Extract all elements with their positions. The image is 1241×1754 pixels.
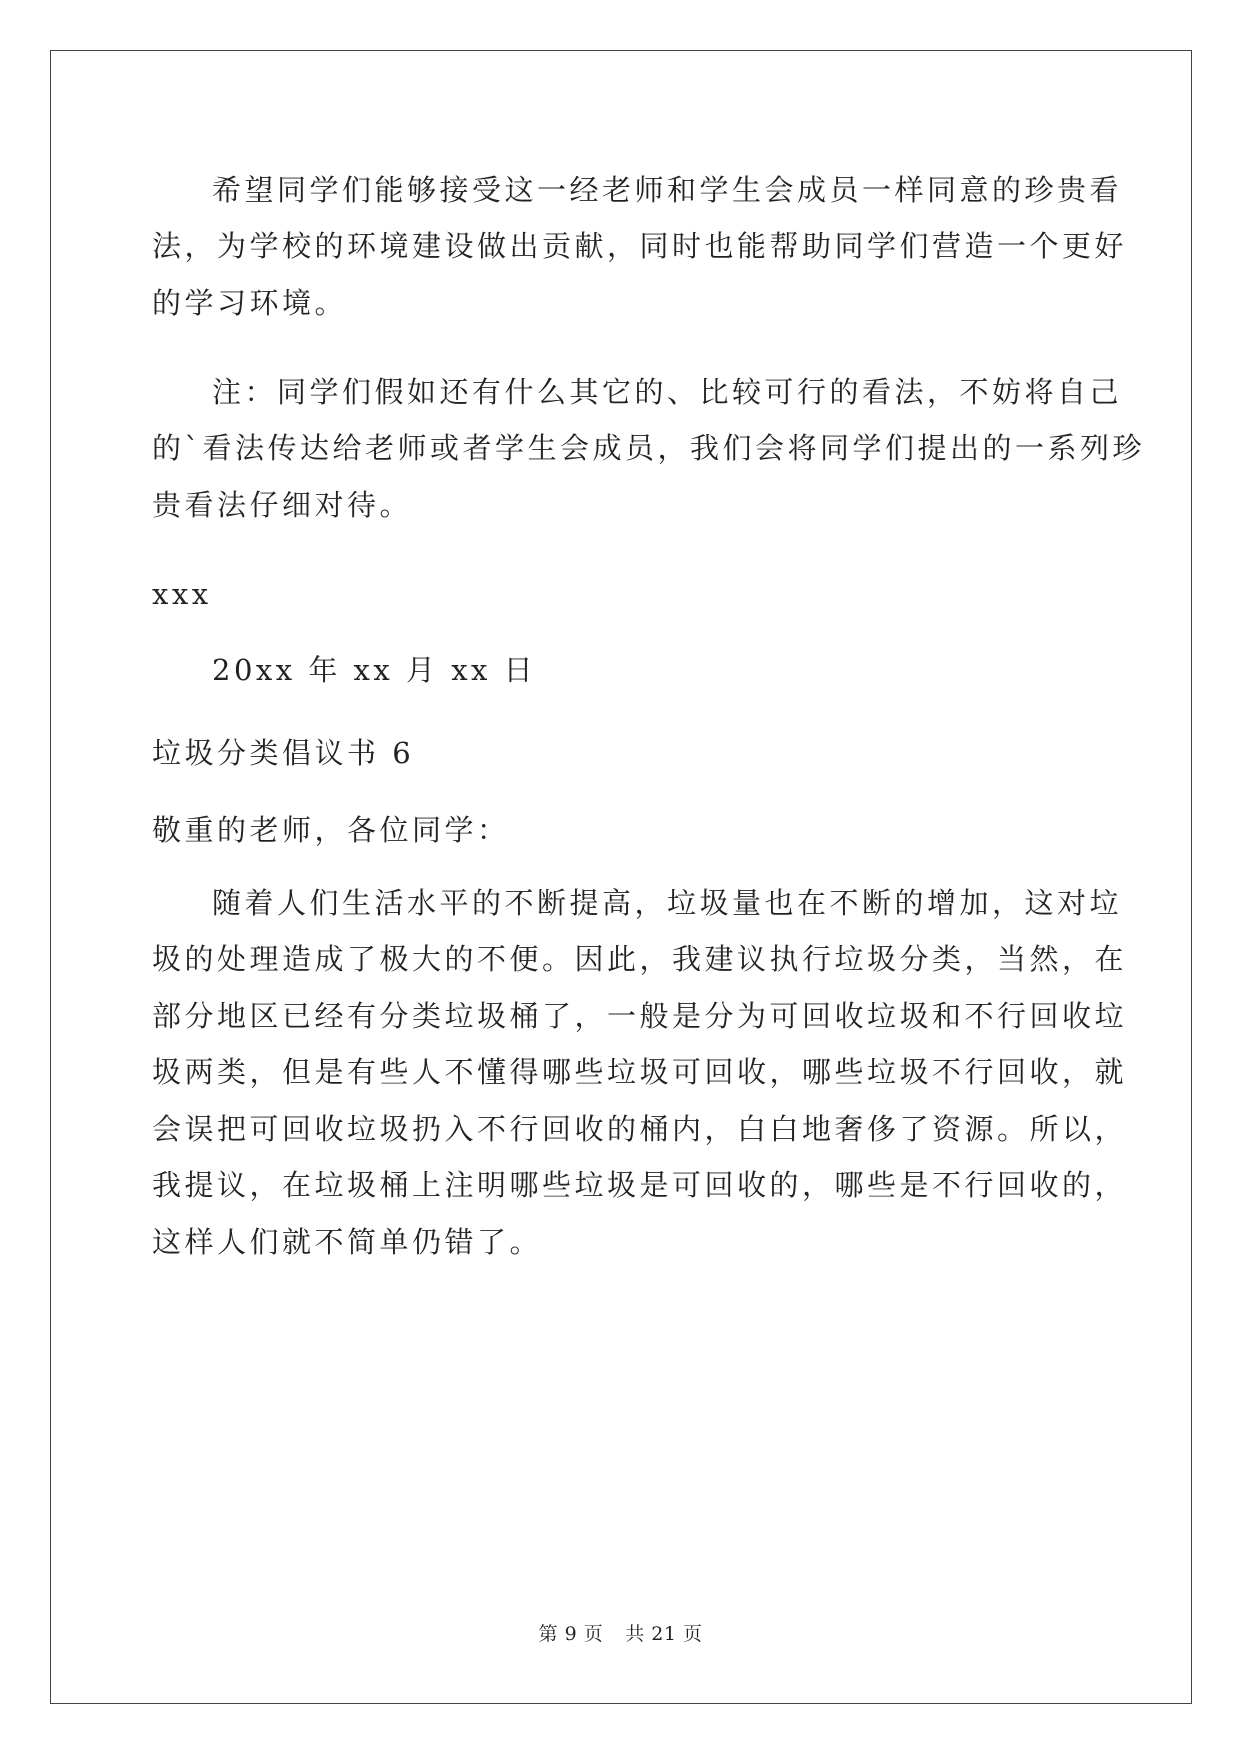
paragraph-line: 部分地区已经有分类垃圾桶了，一般是分为可回收垃圾和不行回收垃 — [152, 999, 1128, 1033]
paragraph-line: 贵看法仔细对待。 — [152, 488, 413, 522]
paragraph-line: 法，为学校的环境建设做出贡献，同时也能帮助同学们营造一个更好 — [152, 229, 1128, 263]
paragraph-line: 希望同学们能够接受这一经老师和学生会成员一样同意的珍贵看 — [212, 173, 1123, 207]
paragraph-line: 我提议，在垃圾桶上注明哪些垃圾是可回收的，哪些是不行回收的， — [152, 1168, 1128, 1202]
paragraph-line: 会误把可回收垃圾扔入不行回收的桶内，白白地奢侈了资源。所以， — [152, 1112, 1128, 1146]
paragraph-line: 随着人们生活水平的不断提高，垃圾量也在不断的增加，这对垃 — [212, 886, 1123, 920]
section-title: 垃圾分类倡议书 6 — [152, 736, 415, 770]
page-footer — [0, 1622, 1241, 1646]
paragraph-line: 注：同学们假如还有什么其它的、比较可行的看法，不妨将自己 — [212, 375, 1123, 409]
paragraph-line: 的`看法传达给老师或者学生会成员，我们会将同学们提出的一系列珍 — [152, 431, 1146, 465]
page-number: 第 9 页 — [538, 1623, 604, 1645]
signature-line: xxx — [152, 577, 212, 611]
salutation: 敬重的老师，各位同学： — [152, 813, 510, 847]
paragraph-line: 圾两类，但是有些人不懂得哪些垃圾可回收，哪些垃圾不行回收，就 — [152, 1055, 1128, 1089]
paragraph-line: 的学习环境。 — [152, 286, 348, 320]
page-total: 共 21 页 — [625, 1623, 703, 1645]
paragraph-line: 圾的处理造成了极大的不便。因此，我建议执行垃圾分类，当然，在 — [152, 942, 1128, 976]
date-line: 20xx 年 xx 月 xx 日 — [212, 653, 537, 687]
paragraph-line: 这样人们就不简单仍错了。 — [152, 1225, 543, 1259]
